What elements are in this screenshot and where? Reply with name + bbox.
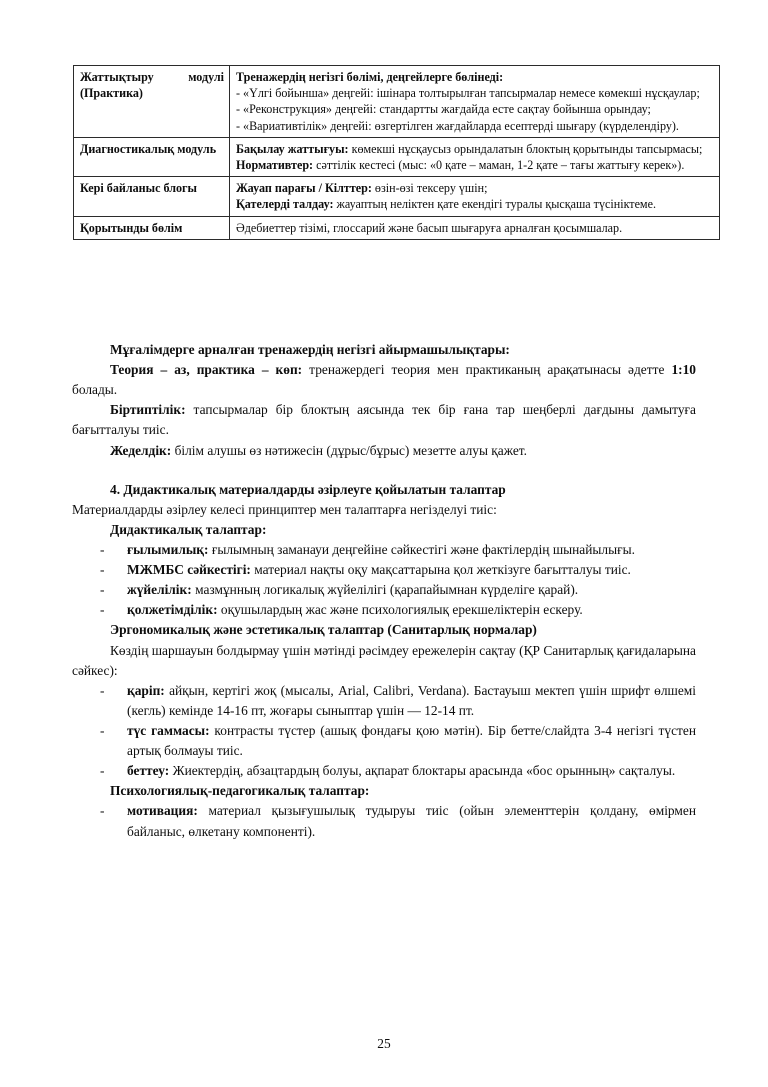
cell-plain-text: көмекші нұсқаусыз орындалатын блоктың қорытынды тапсырмасы; xyxy=(348,141,703,156)
table-cell-label: Қорытынды бөлім xyxy=(74,216,230,239)
dash-bullet-icon: - xyxy=(100,562,105,578)
cell-line xyxy=(236,180,714,196)
table-cell-body xyxy=(230,177,720,216)
table-row xyxy=(74,66,720,138)
list-item-text: ғылымның заманауи деңгейіне сәйкестігі және фактілердің шынайылығы. xyxy=(208,541,635,557)
teachers-item-uniformity xyxy=(72,400,696,440)
teachers-item-speed xyxy=(72,441,696,461)
didactic-requirements-heading: Дидактикалық талаптар: xyxy=(110,521,267,537)
table-cell-label: Кері байланыс блогы xyxy=(74,177,230,216)
list-item-term: түс гаммасы: xyxy=(127,722,210,738)
item-text: білім алушы өз нәтижесін (дұрыс/бұрыс) мезетте алуы қажет. xyxy=(171,442,527,458)
table-cell-label: Диагностикалық модуль xyxy=(74,137,230,176)
document-body xyxy=(72,340,696,842)
list-item-text: материал қызығушылық тудыруы тиіс (ойын элементтерін қолдану, өмірмен байланыс, өлкетану компоненті). xyxy=(127,803,696,839)
list-item-text: материал нақты оқу мақсаттарына қол жеткізуге бағытталуы тиіс. xyxy=(250,562,631,578)
cell-bold-text: Тренажердің негізгі бөлімі, деңгейлерге бөлінеді: xyxy=(236,70,504,84)
table-body xyxy=(74,66,720,240)
list-item-term: МЖМБС сәйкестігі: xyxy=(127,562,251,578)
teachers-item-theory-practice xyxy=(72,360,696,400)
table-row xyxy=(74,177,720,216)
cell-plain-text: сәттілік кестесі (мыс: «0 қате – маман, 1-2 қате – тағы жаттығу керек»). xyxy=(313,158,685,173)
cell-bold-text: Нормативтер: xyxy=(236,158,314,173)
table-cell-body xyxy=(230,137,720,176)
page-number: 25 xyxy=(377,1036,391,1051)
section-4-heading: 4. Дидактикалық материалдарды әзірлеуге қойылатын талаптар xyxy=(110,481,506,497)
list-item-term: мотивация: xyxy=(127,803,198,819)
cell-bold-text: Қателерді талдау: xyxy=(236,197,334,212)
list-item xyxy=(72,681,696,721)
cell-plain-text: өзін-өзі тексеру үшін; xyxy=(371,181,488,196)
cell-bold-text: Жауап парағы / Кілттер: xyxy=(236,181,372,196)
didactic-requirements-list xyxy=(72,540,696,620)
cell-line: - «Вариативтілік» деңгейі: өзгертілген жағдайларда есептерді шығару (күрделендіру). xyxy=(236,118,679,133)
item-bold-lead: Жеделдік: xyxy=(110,442,172,458)
spacer xyxy=(72,461,696,480)
item-text: тренажердегі теория мен практиканың арақатынасы әдетте xyxy=(302,362,672,378)
cell-bold-text: Бақылау жаттығуы: xyxy=(236,141,349,156)
table-cell-body: Әдебиеттер тізімі, глоссарий және басып шығаруға арналған қосымшалар. xyxy=(230,216,720,239)
list-item-term: қолжетімділік: xyxy=(127,602,218,618)
list-item xyxy=(72,580,696,600)
structure-table-wrapper xyxy=(73,65,703,240)
list-item xyxy=(72,600,696,620)
teachers-differences-heading: Мұғалімдерге арналған тренажердің негізгі айырмашылықтары: xyxy=(110,342,510,357)
psychological-requirements-list xyxy=(72,801,696,841)
list-item xyxy=(72,560,696,580)
list-item xyxy=(72,540,696,560)
list-item-term: қаріп: xyxy=(127,682,165,698)
cell-line xyxy=(236,69,714,85)
list-item-text: контрасты түстер (ашық фондағы қою мәтін). Бір бетте/слайдта 3-4 негізгі түстен артық болмауы тиіс. xyxy=(127,722,696,759)
cell-line: - «Реконструкция» деңгейі: стандартты жағдайда есте сақтау бойынша орындау; xyxy=(236,102,651,117)
list-item-term: беттеу: xyxy=(127,763,170,779)
dash-bullet-icon: - xyxy=(100,602,105,618)
dash-bullet-icon: - xyxy=(100,722,105,738)
table-row xyxy=(74,216,720,239)
ergonomic-requirements-list xyxy=(72,681,696,782)
list-item-text: оқушылардың жас және психологиялық ерекшеліктерін ескеру. xyxy=(217,602,583,618)
cell-line xyxy=(236,196,714,212)
list-item xyxy=(72,761,696,781)
trainer-structure-table xyxy=(73,65,720,240)
cell-line: - «Үлгі бойынша» деңгейі: ішінара толтырылған тапсырмалар немесе көмекші нұсқаулар; xyxy=(236,86,700,101)
psychological-requirements-heading: Психологиялық-педагогикалық талаптар: xyxy=(110,783,370,799)
list-item-term: жүйелілік: xyxy=(127,582,192,598)
table-cell-body xyxy=(230,66,720,138)
list-item-text: Жиектердің, абзацтардың болуы, ақпарат блоктары арасында «бос орынның» сақталуы. xyxy=(169,763,676,779)
ergonomic-requirements-heading: Эргономикалық және эстетикалық талаптар (Санитарлық нормалар) xyxy=(110,622,537,638)
table-cell-label: Жаттықтыру модулі (Практика) xyxy=(74,66,230,138)
ergonomic-requirements-intro: Көздің шаршауын болдырмау үшін мәтінді рәсімдеу ережелерін сақтау (ҚР Санитарлық қағидаларына сәйкес): xyxy=(72,642,696,678)
list-item-text: мазмұнның логикалық жүйелілігі (қарапайымнан күрделіге қарай). xyxy=(191,582,579,598)
item-bold-lead: Біртиптілік: xyxy=(110,402,186,418)
dash-bullet-icon: - xyxy=(100,682,105,698)
list-item-term: ғылымилық: xyxy=(127,541,209,557)
dash-bullet-icon: - xyxy=(100,763,105,779)
dash-bullet-icon: - xyxy=(100,582,105,598)
list-item xyxy=(72,801,696,841)
item-text: тапсырмалар бір блоктың аясында тек бір ғана тар шеңберлі дағдыны дамытуға бағытталуы тиіс. xyxy=(72,402,696,438)
section-4-intro: Материалдарды әзірлеу келесі принциптер мен талаптарға негізделуі тиіс: xyxy=(72,501,497,517)
cell-plain-text: жауаптың неліктен қате екендігі туралы қысқаша түсініктеме. xyxy=(333,197,656,212)
dash-bullet-icon: - xyxy=(100,803,105,819)
table-row xyxy=(74,137,720,176)
item-ratio-value: 1:10 xyxy=(671,362,696,378)
item-text-tail: болады. xyxy=(72,382,118,398)
list-item-text: айқын, кертігі жоқ (мысалы, Arial, Calibri, Verdana). Бастауыш мектеп үшін шрифт өлшемі (кегль) кемінде 14-16 пт, жоғары сыныптар үшін — 12-14 пт. xyxy=(127,682,696,718)
dash-bullet-icon: - xyxy=(100,541,105,557)
cell-line xyxy=(236,141,714,157)
list-item xyxy=(72,721,696,761)
cell-line xyxy=(236,157,714,173)
item-bold-lead: Теория – аз, практика – көп: xyxy=(110,362,303,378)
